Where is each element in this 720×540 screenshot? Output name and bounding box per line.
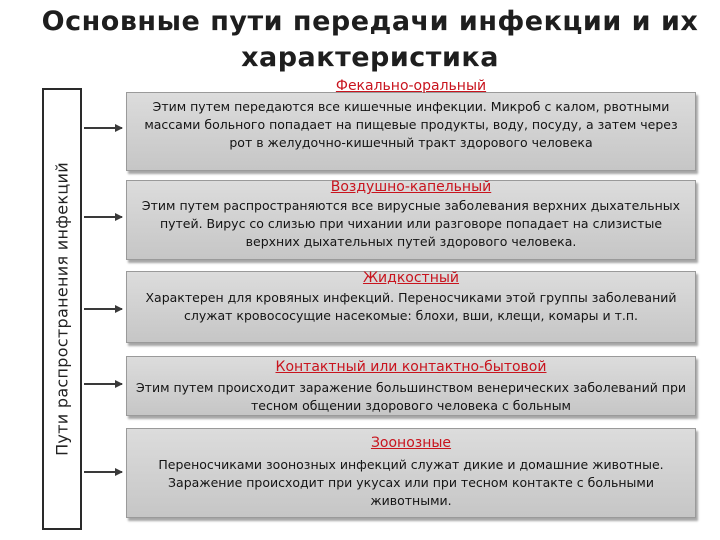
route-description: Этим путем передаются все кишечные инфекции. Микроб с калом, рвотными массами больного попадает на пищевые продукты, воду, посуду, а затем через рот в желудочно-кишечный тракт здорового человека bbox=[144, 99, 678, 150]
route-title-contact: Контактный или контактно-бытовой bbox=[275, 359, 547, 375]
route-description: Этим путем распространяются все вирусные заболевания верхних дыхательных путей. Вирус со слизью при чихании или разговоре попадает на слизистые верхних дыхательных путей здорового человека. bbox=[141, 198, 681, 249]
route-box-airborne bbox=[126, 180, 696, 260]
route-description: Характерен для кровяных инфекций. Переносчиками этой группы заболеваний служат кровососущие насекомые: блохи, вши, клещи, комары и т.п. bbox=[145, 290, 677, 323]
route-box-fecal-oral bbox=[126, 92, 696, 171]
route-title-zoonotic: Зоонозные bbox=[370, 435, 452, 451]
routes-category-label: Пути распространения инфекций bbox=[52, 162, 72, 456]
route-title-fecal-oral: Фекально-оральный bbox=[335, 78, 487, 94]
route-description: Этим путем происходит заражение большинством венерических заболеваний при тесном общении здорового человека с больным bbox=[135, 380, 687, 413]
route-title-airborne: Воздушно-капельный bbox=[330, 179, 492, 195]
route-box-contact bbox=[126, 356, 696, 416]
route-title-liquid: Жидкостный bbox=[362, 270, 460, 286]
route-box-liquid bbox=[126, 271, 696, 343]
page-title: Основные пути передачи инфекции и их характеристика bbox=[41, 6, 699, 73]
route-box-zoonotic bbox=[126, 428, 696, 518]
route-description: Переносчиками зоонозных инфекций служат дикие и домашние животные. Заражение происходит при укусах или при тесном контакте с больными животными. bbox=[158, 457, 664, 508]
